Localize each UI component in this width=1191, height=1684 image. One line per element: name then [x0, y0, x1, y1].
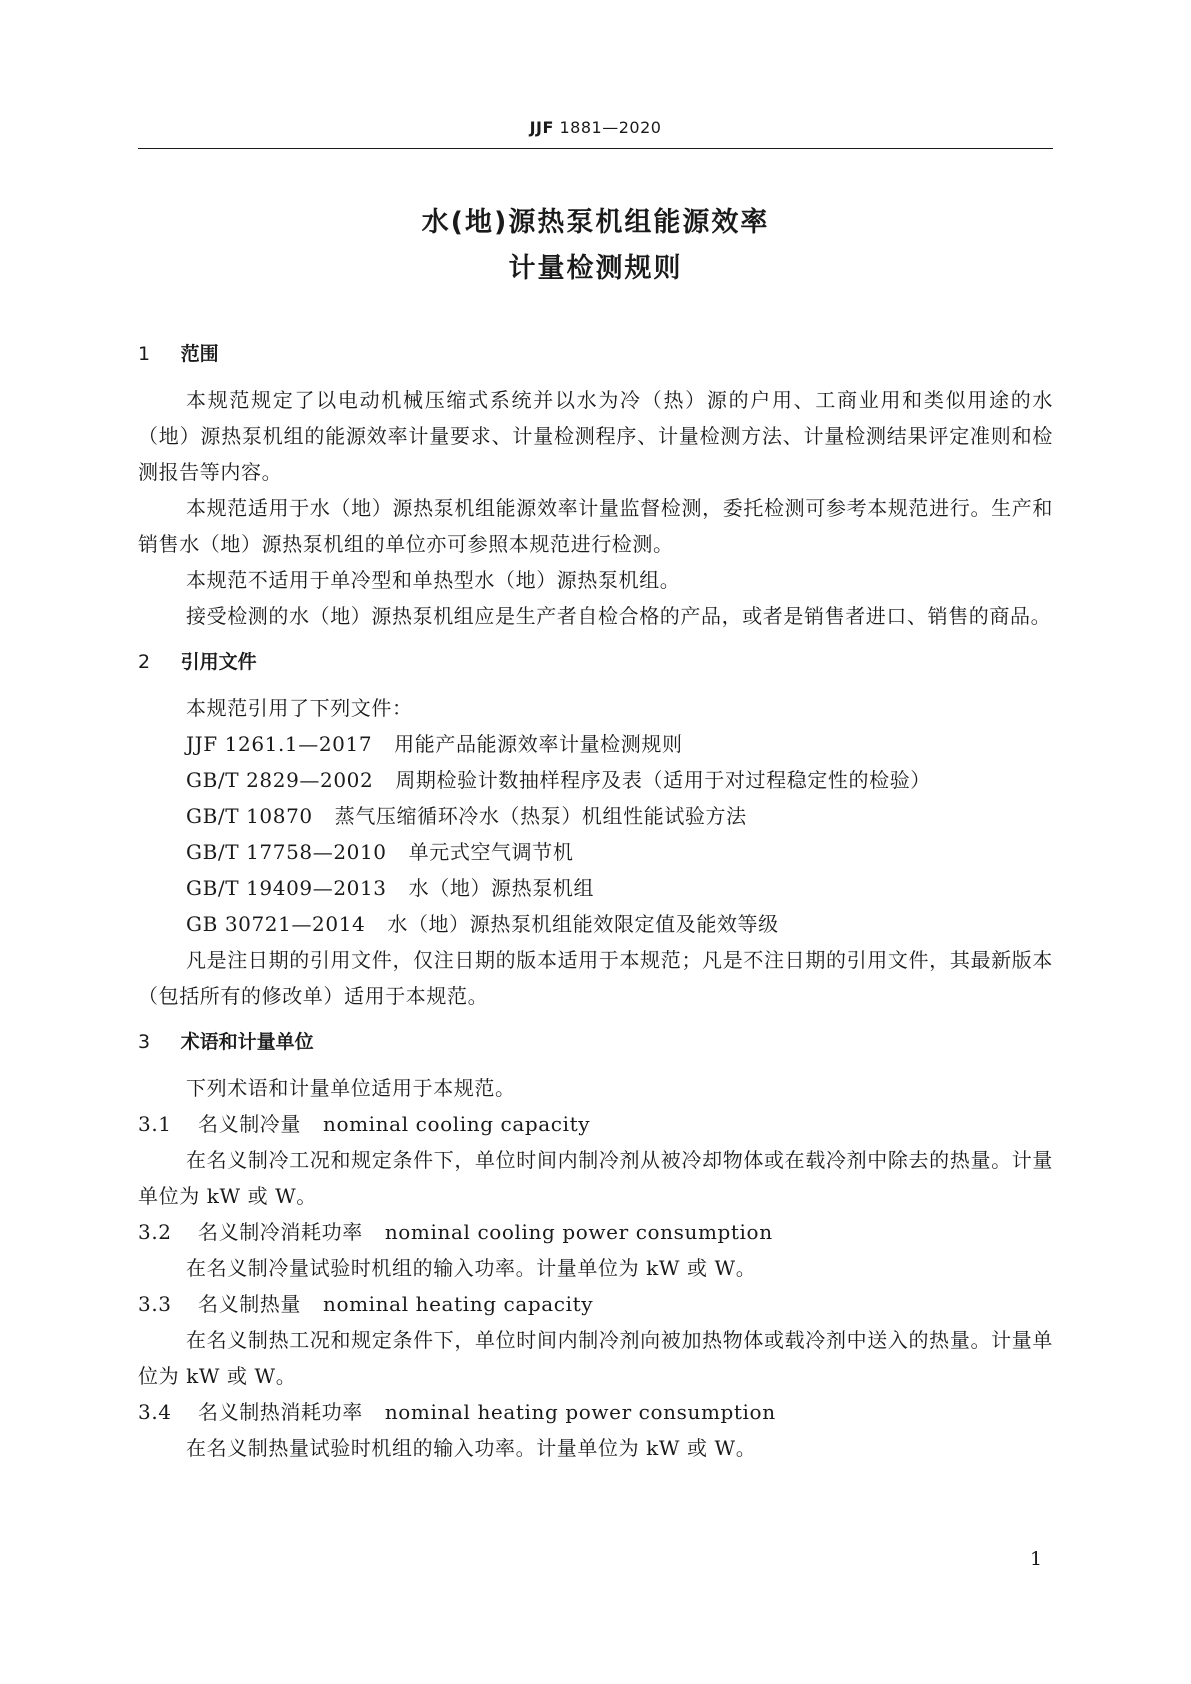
term-zh: 名义制热消耗功率: [198, 1400, 363, 1424]
paragraph: 本规范适用于水（地）源热泵机组能源效率计量监督检测，委托检测可参考本规范进行。生产和销售水（地）源热泵机组的单位亦可参照本规范进行检测。: [138, 496, 1053, 556]
paragraph: 本规范不适用于单冷型和单热型水（地）源热泵机组。: [186, 568, 681, 592]
term-heading: [138, 1106, 1053, 1142]
term-number: 3.4: [138, 1400, 172, 1424]
term-definition: 在名义制冷工况和规定条件下，单位时间内制冷剂从被冷却物体或在载冷剂中除去的热量。计量单位为 kW 或 W。: [138, 1148, 1053, 1208]
reference-title: 用能产品能源效率计量检测规则: [394, 732, 683, 756]
term-zh: 名义制热量: [198, 1292, 301, 1316]
reference-item: [138, 798, 1053, 834]
reference-item: [138, 726, 1053, 762]
reference-code: GB/T 19409—2013: [186, 876, 387, 900]
term-heading: [138, 1286, 1053, 1322]
paragraph: 凡是注日期的引用文件，仅注日期的版本适用于本规范；凡是不注日期的引用文件，其最新版本（包括所有的修改单）适用于本规范。: [138, 948, 1053, 1008]
reference-item: [138, 870, 1053, 906]
paragraph: 本规范规定了以电动机械压缩式系统并以水为冷（热）源的户用、工商业用和类似用途的水（地）源热泵机组的能源效率计量要求、计量检测程序、计量检测方法、计量检测结果评定准则和检测报告等内容。: [138, 388, 1053, 484]
reference-title: 水（地）源热泵机组能效限定值及能效等级: [387, 912, 779, 936]
section-number: 1: [138, 343, 151, 365]
section-title: 引用文件: [180, 651, 257, 673]
page-number: 1: [1030, 1548, 1043, 1570]
term-en: nominal cooling capacity: [323, 1112, 591, 1136]
paragraph: 接受检测的水（地）源热泵机组应是生产者自检合格的产品，或者是销售者进口、销售的商品。: [186, 604, 1052, 628]
paragraph: 本规范引用了下列文件：: [186, 696, 413, 720]
paragraph: 下列术语和计量单位适用于本规范。: [186, 1076, 516, 1100]
term-en: nominal cooling power consumption: [384, 1220, 773, 1244]
header-code-number: 1881—2020: [559, 118, 662, 137]
term-en: nominal heating power consumption: [384, 1400, 776, 1424]
term-number: 3.1: [138, 1112, 172, 1136]
document-title-line1: 水(地)源热泵机组能源效率: [421, 207, 770, 238]
section-title: 术语和计量单位: [180, 1031, 314, 1053]
reference-title: 蒸气压缩循环冷水（热泵）机组性能试验方法: [334, 804, 747, 828]
document-title-line2: 计量检测规则: [508, 253, 683, 284]
reference-item: [138, 906, 1053, 942]
term-definition: 在名义制热工况和规定条件下，单位时间内制冷剂向被加热物体或载冷剂中送入的热量。计量单位为 kW 或 W。: [138, 1328, 1053, 1388]
term-number: 3.2: [138, 1220, 172, 1244]
term-en: nominal heating capacity: [323, 1292, 594, 1316]
section-3-heading: [138, 1024, 1053, 1060]
section-number: 3: [138, 1031, 151, 1053]
term-definition: 在名义制热量试验时机组的输入功率。计量单位为 kW 或 W。: [186, 1436, 757, 1460]
term-heading: [138, 1394, 1053, 1430]
running-header: [0, 118, 1191, 137]
term-number: 3.3: [138, 1292, 172, 1316]
reference-code: GB/T 17758—2010: [186, 840, 387, 864]
reference-code: JJF 1261.1—2017: [186, 732, 373, 756]
section-2-heading: [138, 644, 1053, 680]
section-number: 2: [138, 651, 151, 673]
header-rule: [138, 148, 1053, 149]
reference-code: GB 30721—2014: [186, 912, 366, 936]
section-title: 范围: [180, 343, 219, 365]
term-zh: 名义制冷消耗功率: [198, 1220, 363, 1244]
term-definition: 在名义制冷量试验时机组的输入功率。计量单位为 kW 或 W。: [186, 1256, 757, 1280]
reference-code: GB/T 2829—2002: [186, 768, 374, 792]
term-zh: 名义制冷量: [198, 1112, 301, 1136]
reference-title: 水（地）源热泵机组: [408, 876, 595, 900]
header-code-prefix: JJF: [529, 118, 554, 137]
reference-code: GB/T 10870: [186, 804, 313, 828]
section-1-heading: [138, 336, 1053, 372]
reference-title: 单元式空气调节机: [408, 840, 574, 864]
reference-item: [138, 762, 1053, 798]
document-body: [138, 336, 1053, 1466]
reference-item: [138, 834, 1053, 870]
reference-title: 周期检验计数抽样程序及表（适用于对过程稳定性的检验）: [395, 768, 931, 792]
term-heading: [138, 1214, 1053, 1250]
